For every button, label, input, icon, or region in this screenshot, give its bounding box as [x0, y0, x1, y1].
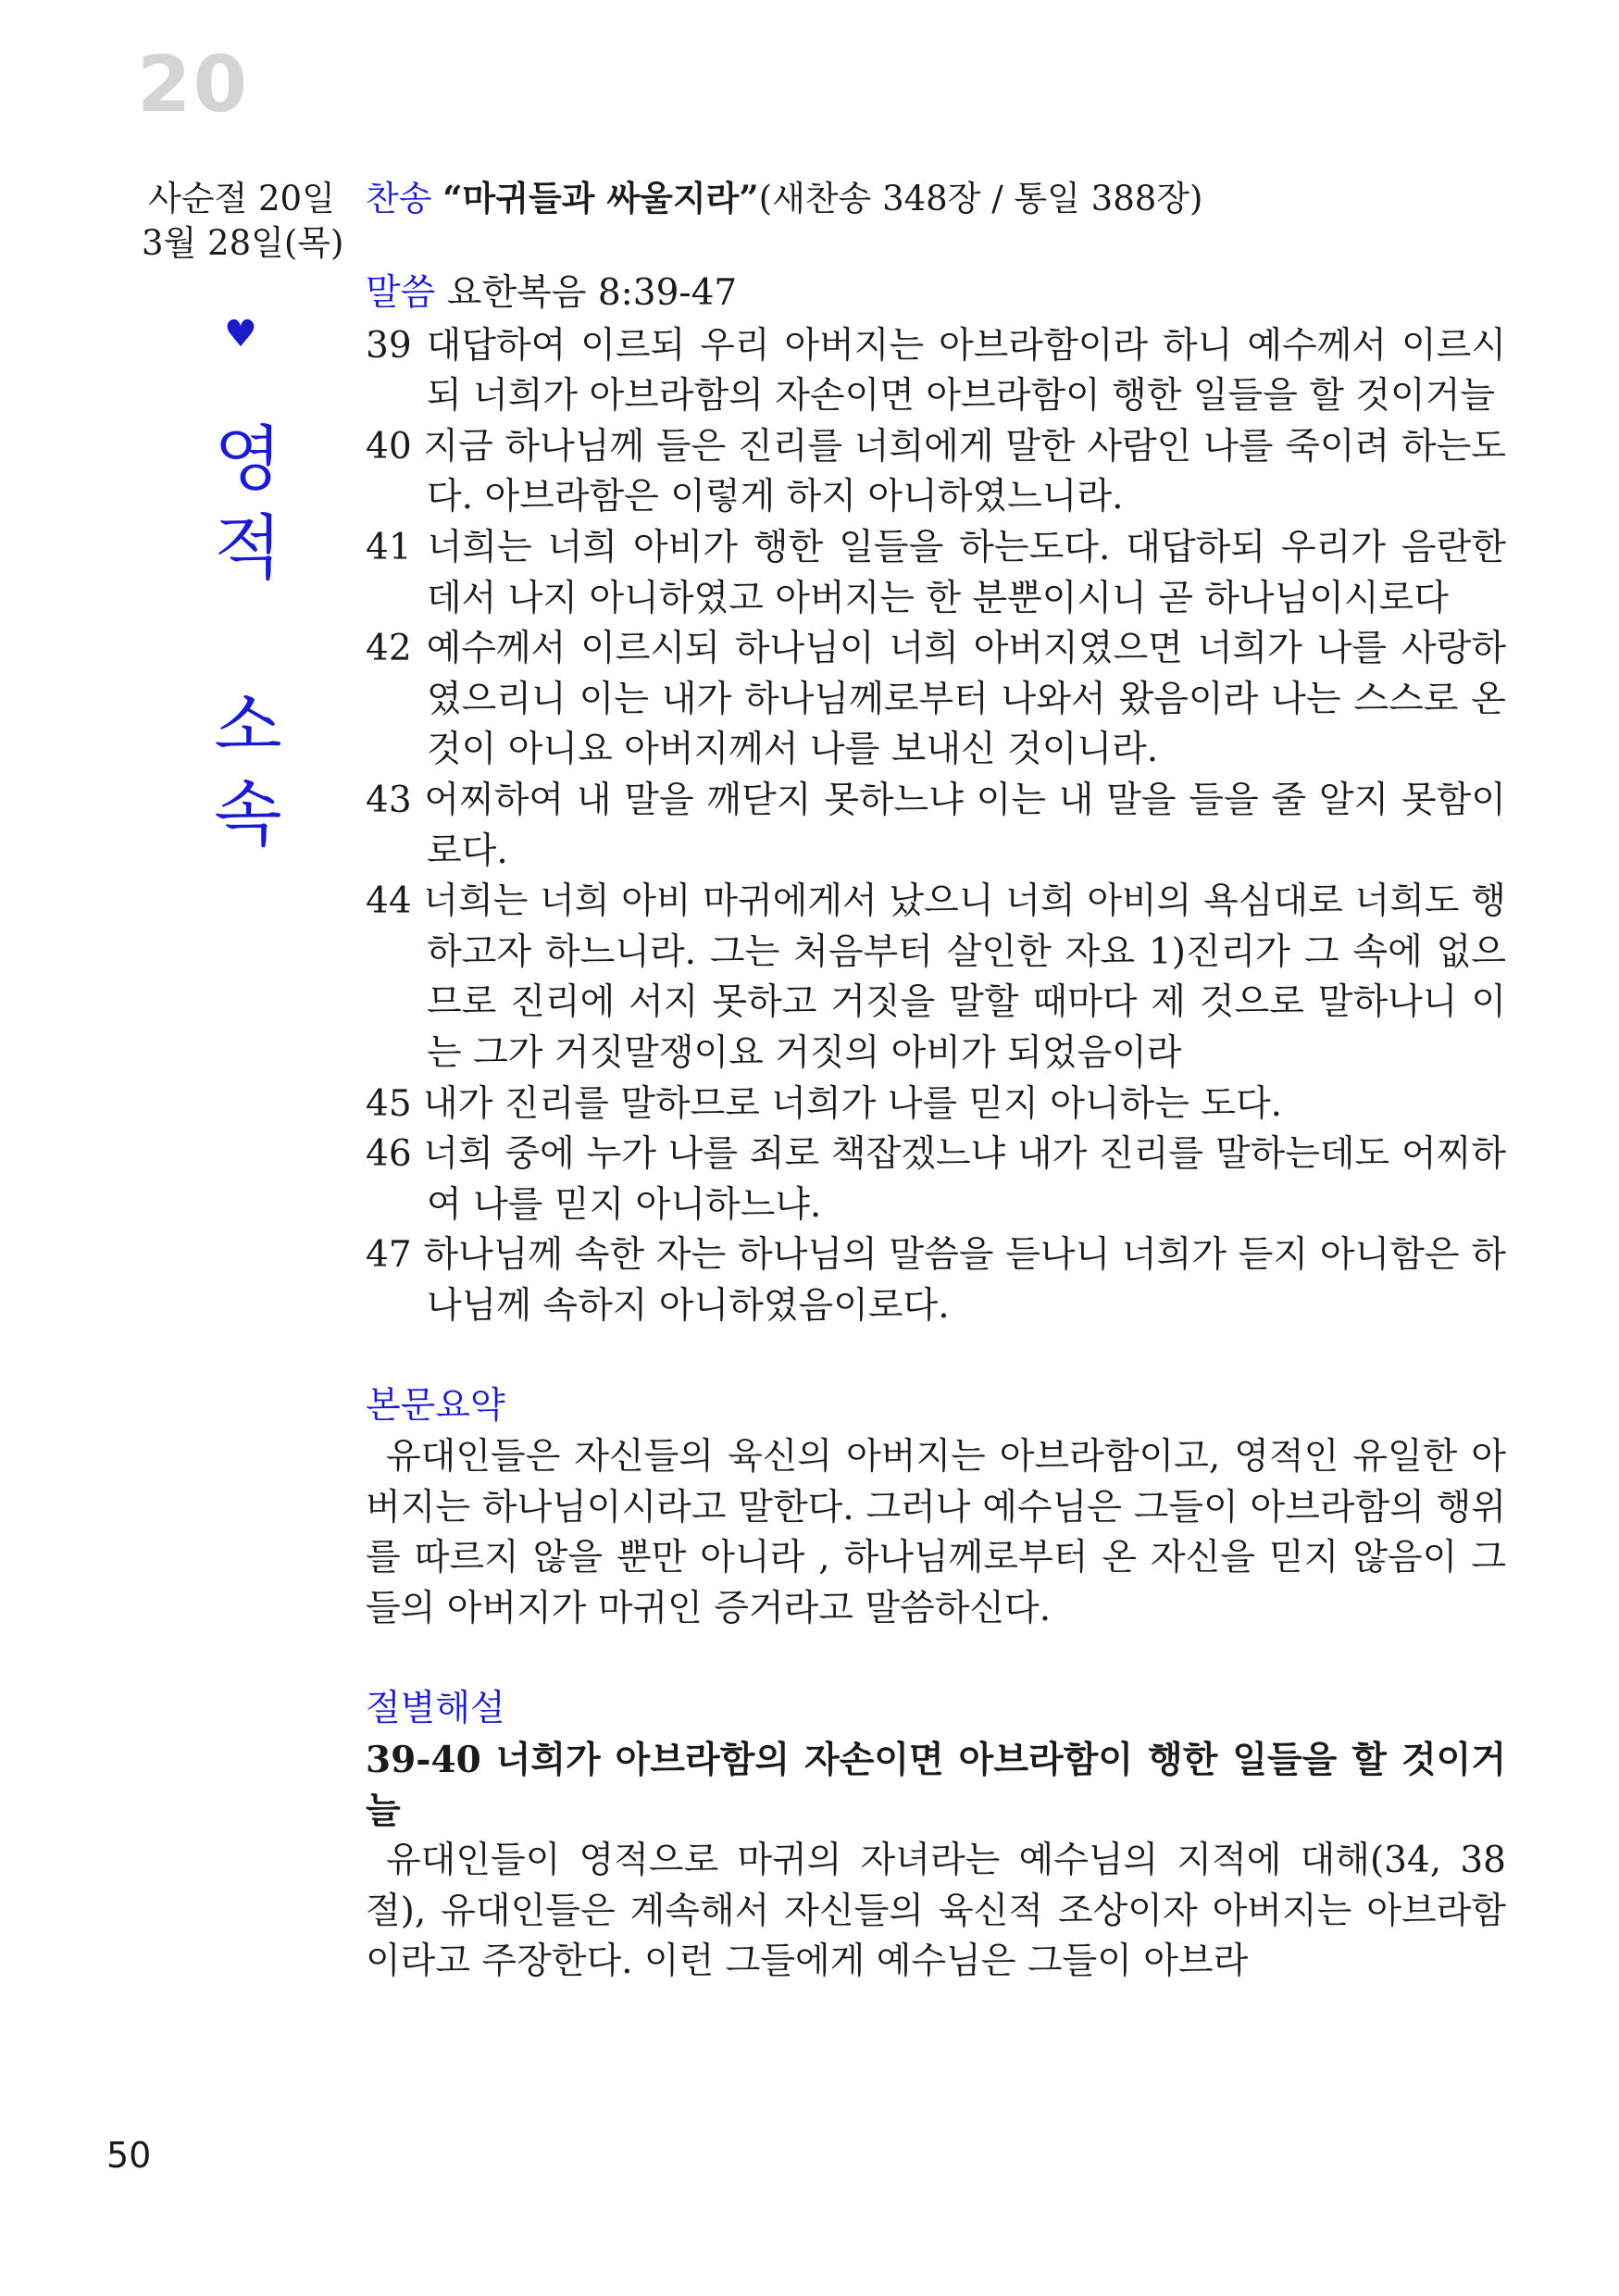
verse-text: 지금 하나님께 들은 진리를 너희에게 말한 사람인 나를 죽이려 하는도다. 아브라함은 이렇게 하지 아니하였느니라.: [423, 425, 1506, 518]
verse: [366, 624, 1506, 776]
verse: [366, 321, 1506, 422]
verse-number: 41: [366, 526, 412, 568]
verse-number: 46: [366, 1133, 412, 1176]
commentary-title: 절별해설: [366, 1688, 505, 1730]
commentary-subheading: 39-40 너희가 아브라함의 자손이면 아브라함이 행한 일들을 할 것이거늘: [366, 1739, 1506, 1832]
verse-text: 너희는 너희 아비 마귀에게서 났으니 너희 아비의 욕심대로 너희도 행하고자 하느니라. 그는 처음부터 살인한 자요 1)진리가 그 속에 없으므로 진리에 서지 못하고 거짓을 말할 때마다 제 것으로 말하나니 이는 그가 거짓말쟁이요 거짓의 아비가 되었음이라: [423, 880, 1506, 1074]
verse-number: 39: [366, 324, 412, 367]
hymn-numbers: (새찬송 348장 / 통일 388장): [758, 179, 1203, 218]
summary-text: 유대인들은 자신들의 육신의 아버지는 아브라함이고, 영적인 유일한 아버지는 하나님이시라고 말한다. 그러나 예수님은 그들이 아브라함의 행위를 따르지 않을 뿐만 아니라 , 하나님께로부터 온 자신을 믿지 않음이 그들의 아버지가 마귀인 증거라고 말씀하신다.: [366, 1436, 1506, 1629]
verse-number: 43: [366, 779, 412, 821]
verse-text: 너희는 너희 아비가 행한 일들을 하는도다. 대답하되 우리가 음란한 데서 나지 아니하였고 아버지는 한 분뿐이시니 곧 하나님이시로다: [427, 526, 1506, 619]
verse-number: 44: [366, 880, 412, 923]
scripture-label: 말씀: [366, 272, 436, 314]
verse-number: 47: [366, 1234, 412, 1277]
verse: [366, 776, 1506, 877]
vertical-title-char: 소: [214, 684, 282, 767]
verse: [366, 1079, 1506, 1130]
verse-number: 45: [366, 1082, 412, 1125]
day-number: 20: [137, 39, 249, 130]
verse-number: 40: [366, 425, 412, 468]
verse: [366, 877, 1506, 1079]
verse-list: [366, 321, 1506, 1332]
verse: [366, 422, 1506, 523]
main-content: [366, 268, 1506, 1988]
scripture-reference: 요한복음 8:39-47: [446, 272, 738, 314]
vertical-title-char: 속: [214, 773, 282, 855]
vertical-title: [211, 415, 285, 859]
verse: [366, 523, 1506, 624]
season-day: 사순절 20일: [148, 179, 335, 218]
page-number: 50: [106, 2135, 152, 2176]
scripture-header: [366, 268, 1506, 319]
hymn-title: “마귀들과 싸울지라”: [442, 178, 759, 218]
date: 3월 28일(목): [142, 223, 344, 263]
verse-text: 너희 중에 누가 나를 죄로 책잡겠느냐 내가 진리를 말하는데도 어찌하여 나를 믿지 아니하느냐.: [423, 1133, 1506, 1226]
hymn-line: [366, 170, 1202, 220]
verse-text: 하나님께 속한 자는 하나님의 말씀을 듣나니 너희가 듣지 아니함은 하나님께 속하지 아니하였음이로다.: [423, 1234, 1506, 1327]
heart-icon: ♥: [224, 313, 257, 356]
verse-text: 어찌하여 내 말을 깨닫지 못하느냐 이는 내 말을 들을 줄 알지 못함이로다.: [424, 779, 1506, 872]
commentary-text: 유대인들이 영적으로 마귀의 자녀라는 예수님의 지적에 대해(34, 38절), 유대인들은 계속해서 자신들의 육신적 조상이자 아버지는 아브라함이라고 주장한다. 이런 그들에게 예수님은 그들이 아브라: [366, 1840, 1506, 1983]
verse-number: 42: [366, 628, 412, 670]
verse-text: 대답하여 이르되 우리 아버지는 아브라함이라 하니 예수께서 이르시되 너희가 아브라함의 자손이면 아브라함이 행한 일들을 할 것이거늘: [426, 324, 1506, 418]
summary-title: 본문요약: [366, 1385, 505, 1428]
vertical-title-char: 영: [214, 418, 282, 500]
vertical-title-char: 적: [214, 506, 282, 589]
verse-text: 예수께서 이르시되 하나님이 너희 아버지였으면 너희가 나를 사랑하였으리니 이는 내가 하나님께로부터 나와서 왔음이라 나는 스스로 온 것이 아니요 아버지께서 나를 보내신 것이니라.: [426, 628, 1506, 771]
verse: [366, 1230, 1506, 1331]
verse: [366, 1129, 1506, 1230]
hymn-label: 찬송: [366, 179, 432, 218]
verse-text: 내가 진리를 말하므로 너희가 나를 믿지 아니하는 도다.: [423, 1082, 1283, 1125]
